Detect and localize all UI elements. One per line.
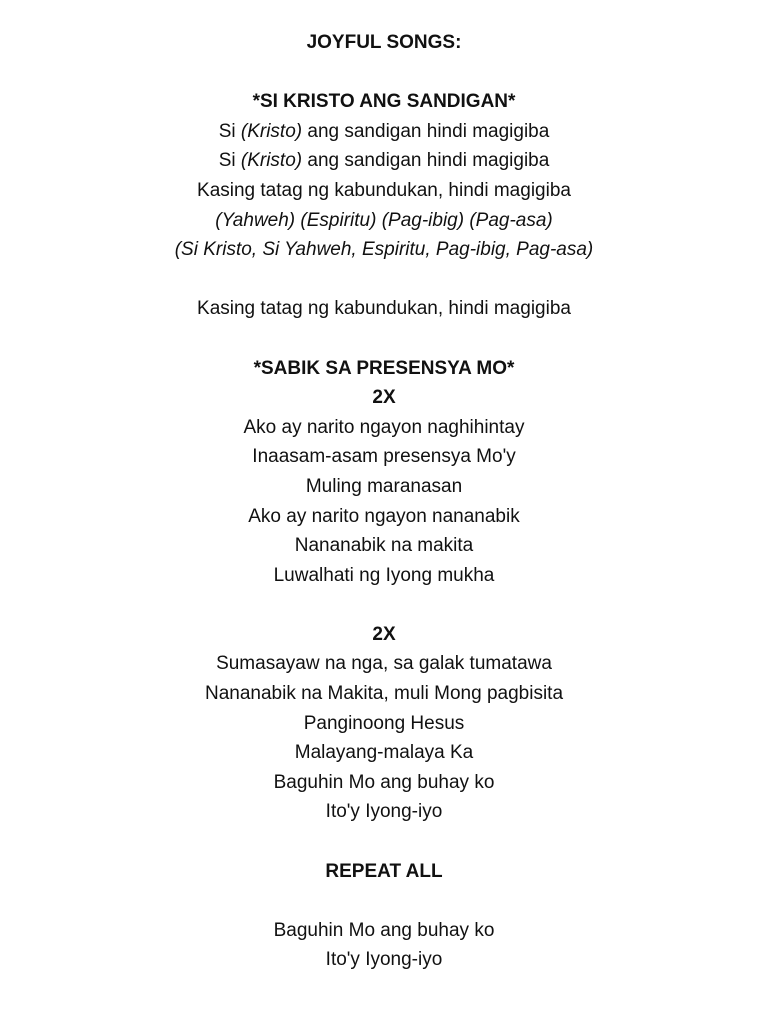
lyric-text: Si	[218, 150, 241, 172]
lyric-line: Ito'y Iyong-iyo	[325, 949, 443, 971]
lyric-line	[0, 146, 768, 176]
spacer	[0, 827, 768, 857]
lyrics-page	[0, 28, 768, 975]
repeat-marker: 2X	[372, 387, 396, 409]
song-title-si-kristo: *SI KRISTO ANG SANDIGAN*	[252, 91, 516, 113]
lyric-line: Kasing tatag ng kabundukan, hindi magigiba	[197, 298, 571, 320]
spacer	[0, 886, 768, 916]
spacer	[0, 58, 768, 88]
lyric-text: ang sandigan hindi magigiba	[302, 150, 550, 172]
lyric-line: Nananabik na makita	[294, 535, 474, 557]
lyric-line: Malayang-malaya Ka	[294, 742, 474, 764]
lyric-line: Muling maranasan	[305, 475, 463, 497]
lyric-text: Si	[218, 120, 241, 142]
lyric-line-italic: (Si Kristo, Si Yahweh, Espiritu, Pag-ibig, Pag-asa)	[174, 239, 594, 261]
lyric-line: Ako ay narito ngayon nananabik	[248, 505, 520, 527]
lyric-line: Baguhin Mo ang buhay ko	[273, 771, 495, 793]
lyric-line: Nananabik na Makita, muli Mong pagbisita	[204, 683, 564, 705]
spacer	[0, 265, 768, 295]
lyric-line: Baguhin Mo ang buhay ko	[273, 919, 495, 941]
lyric-line: Luwalhati ng Iyong mukha	[273, 564, 495, 586]
lyric-line	[0, 117, 768, 147]
lyric-line: Kasing tatag ng kabundukan, hindi magigiba	[197, 179, 571, 201]
repeat-marker: 2X	[372, 623, 396, 645]
lyric-line: Inaasam-asam presensya Mo'y	[252, 446, 516, 468]
lyric-line-italic: (Yahweh) (Espiritu) (Pag-ibig) (Pag-asa)	[215, 209, 553, 231]
document-title: JOYFUL SONGS:	[306, 32, 462, 53]
spacer	[0, 324, 768, 354]
lyric-text: ang sandigan hindi magigiba	[302, 120, 550, 142]
lyric-line: Ako ay narito ngayon naghihintay	[243, 416, 525, 438]
lyric-italic-text: (Kristo)	[240, 150, 303, 172]
lyric-line: Ito'y Iyong-iyo	[325, 801, 443, 823]
song-title-sabik: *SABIK SA PRESENSYA MO*	[253, 357, 515, 379]
spacer	[0, 590, 768, 620]
lyric-italic-text: (Kristo)	[240, 120, 303, 142]
lyric-line: Panginoong Hesus	[303, 712, 465, 734]
repeat-all-marker: REPEAT ALL	[325, 860, 443, 882]
lyric-line: Sumasayaw na nga, sa galak tumatawa	[216, 653, 552, 675]
